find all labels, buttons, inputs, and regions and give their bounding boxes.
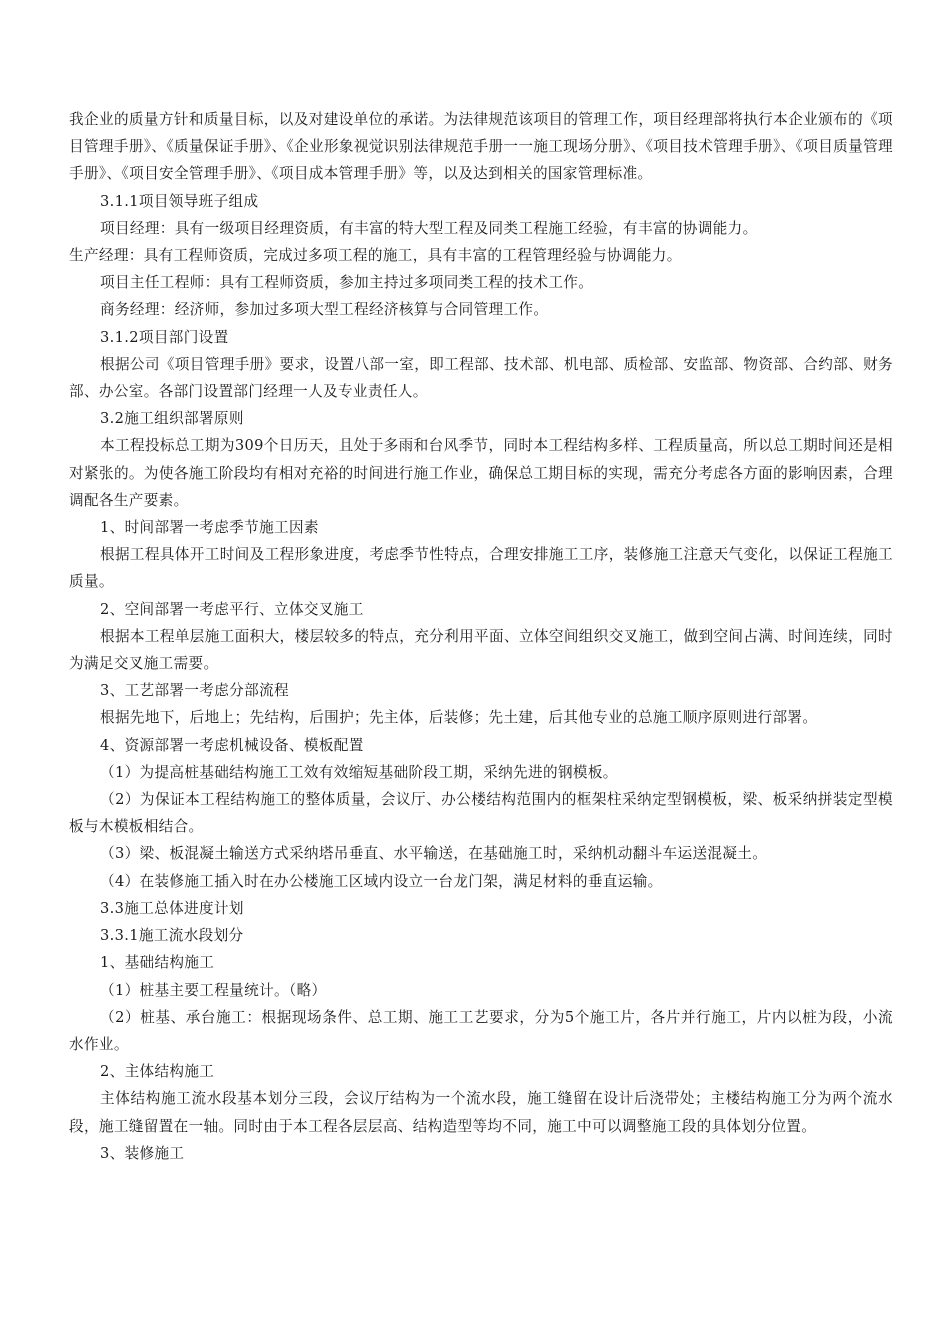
heading-3-1-1: 3.1.1项目领导班子组成 [100,192,259,210]
paragraph-quality-policy: 我企业的质量方针和质量目标，以及对建设单位的承诺。为法律规范该项目的管理工作，项目经理部将执行本企业颁布的《项目管理手册》、《质量保证手册》、《企业形象视觉识别法律规范手册一一施工现场分册》、《项目技术管理手册》、《项目质量管理手册》、《项目安全管理手册》、《项目成本管理手册》等，以及达到相关的国家管理标准。 [69,111,893,183]
heading-space-deployment: 2、空间部署一考虑平行、立体交叉施工 [100,600,364,618]
list-item-resource-3: （3）梁、板混凝土输送方式采纳塔吊垂直、水平输送，在基础施工时，采纳机动翻斗车运送混凝土。 [100,845,768,863]
paragraph-production-manager: 生产经理：具有工程师资质，完成过多项工程的施工，具有丰富的工程管理经验与协调能力。 [69,247,682,265]
document-body [69,106,893,1167]
heading-3-2: 3.2施工组织部署原则 [100,410,244,428]
paragraph-project-manager: 项目经理：具有一级项目经理资质，有丰富的特大型工程及同类工程施工经验，有丰富的协调能力。 [100,219,758,237]
heading-foundation: 1、基础结构施工 [100,954,215,972]
list-item-foundation-1: （1）桩基主要工程量统计。（略） [100,981,327,999]
paragraph-main-structure: 主体结构施工流水段基本划分三段，会议厅结构为一个流水段，施工缝留在设计后浇带处；主楼结构施工分为两个流水段，施工缝留置在一轴。同时由于本工程各层层高、结构造型等均不同，施工中可以调整施工段的具体划分位置。 [69,1090,893,1135]
heading-3-3: 3.3施工总体进度计划 [100,899,244,917]
paragraph-chief-engineer: 项目主任工程师：具有工程师资质，参加主持过多项同类工程的技术工作。 [100,274,594,292]
heading-resource-deployment: 4、资源部署一考虑机械设备、模板配置 [100,736,364,754]
list-item-resource-1: （1）为提高桩基础结构施工工效有效缩短基础阶段工期，采纳先进的钢模板。 [100,763,618,781]
heading-time-deployment: 1、时间部署一考虑季节施工因素 [100,519,319,537]
heading-decoration: 3、装修施工 [100,1144,185,1162]
list-item-foundation-2: （2）桩基、承台施工：根据现场条件、总工期、施工工艺要求，分为5个施工片，各片并行施工，片内以桩为段，小流水作业。 [69,1008,893,1053]
paragraph-departments: 根据公司《项目管理手册》要求，设置八部一室，即工程部、技术部、机电部、质检部、安监部、物资部、合约部、财务部、办公室。各部门设置部门经理一人及专业责任人。 [69,355,893,401]
heading-process-deployment: 3、工艺部署一考虑分部流程 [100,682,289,700]
list-item-resource-4: （4）在装修施工插入时在办公楼施工区域内设立一台龙门架，满足材料的垂直运输。 [100,872,663,890]
heading-3-1-2: 3.1.2项目部门设置 [100,328,229,346]
heading-3-3-1: 3.3.1施工流水段划分 [100,927,244,945]
paragraph-space-deployment: 根据本工程单层施工面积大，楼层较多的特点，充分利用平面、立体空间组织交叉施工，做到空间占满、时间连续，同时为满足交叉施工需要。 [69,627,893,673]
paragraph-time-deployment: 根据工程具体开工时间及工程形象进度，考虑季节性特点，合理安排施工工序，装修施工注意天气变化，以保证工程施工质量。 [69,546,893,591]
heading-main-structure: 2、主体结构施工 [100,1063,215,1081]
paragraph-business-manager: 商务经理：经济师，参加过多项大型工程经济核算与合同管理工作。 [100,301,549,319]
paragraph-schedule-overview: 本工程投标总工期为309个日历天，且处于多雨和台风季节，同时本工程结构多样、工程质量高，所以总工期时间还是相对紧张的。为使各施工阶段均有相对充裕的时间进行施工作业，确保总工期目标的实现，需充分考虑各方面的影响因素，合理调配各生产要素。 [69,437,893,509]
list-item-resource-2: （2）为保证本工程结构施工的整体质量，会议厅、办公楼结构范围内的框架柱采纳定型钢模板，梁、板采纳拼装定型模板与木模板相结合。 [69,791,893,836]
paragraph-process-deployment: 根据先地下，后地上；先结构，后围护；先主体，后装修；先土建，后其他专业的总施工顺序原则进行部署。 [100,709,818,727]
